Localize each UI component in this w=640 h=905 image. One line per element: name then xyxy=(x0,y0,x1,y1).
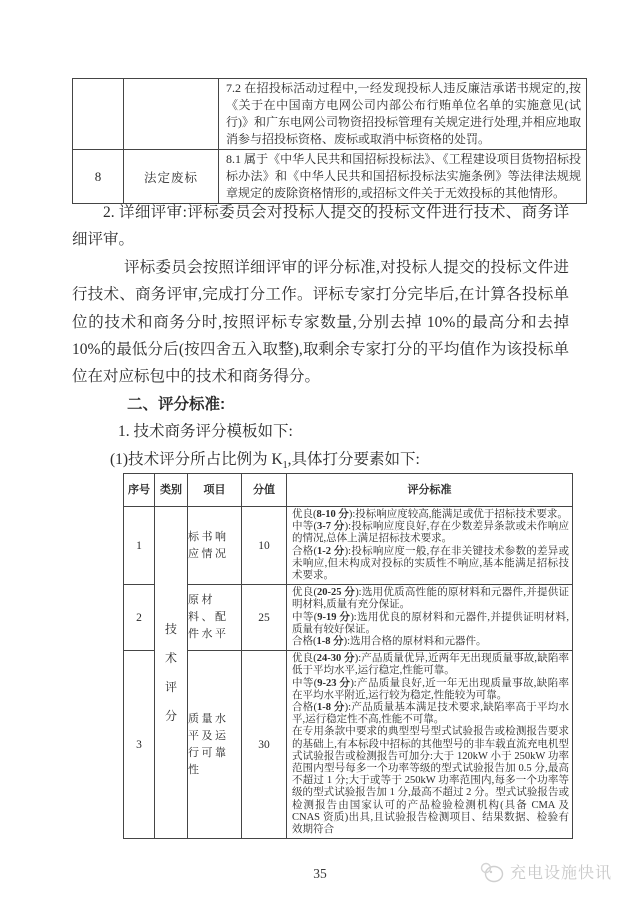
rule-no-cell: 8 xyxy=(73,150,124,204)
criteria-cell xyxy=(287,507,573,585)
header-category: 类别 xyxy=(155,474,188,507)
table-header-row xyxy=(124,474,573,507)
rule-text-cell: 7.2 在招投标活动过程中,一经发现投标人违反廉洁承诺书规定的,按《关于在中国南方电网公司内部公布行贿单位名单的实施意见(试行)》和广东电网公司物资招投标管理有关规定进行处理,并相应地取消参与招投标资格、废标或取消中标资格的处罚。 xyxy=(219,79,587,150)
score-cell: 25 xyxy=(242,585,287,651)
table-row xyxy=(124,507,573,585)
criteria-cell xyxy=(287,651,573,839)
continued-rules-table xyxy=(72,78,587,204)
paragraph-scoring-process: 评标委员会按照详细评审的评分标准,对投标人提交的投标文件进行技术、商务评审,完成打分工作。评标专家打分完毕后,在计算各投标单位的技术和商务分时,按照评标专家数量,分别去掉 10%的最高分和去掉 10%的最低分后(按四舍五入取整),取剩余专家打分的平均值作为该投标单位在对应标包中的技术和商务得分。 xyxy=(72,258,569,386)
body-text xyxy=(72,199,569,479)
rule-category-cell xyxy=(124,79,219,150)
criteria-lines: 优良(24-30 分):产品质量优异,近两年无出现质量事故,缺陷率低于平均水平,运行稳定,性能可靠。 中等(9-23 分):产品质量良好,近一年无出现质量事故,缺陷率在平均水平附近,运行较为稳定,性能较为可靠。 合格(1-8 分):产品质量基本满足技术要求,缺陷率高于平均水平,运行稳定性不高,性能不可靠。 在专用条款中要求的典型型号型式试验报告或检测报告要求的基础上,有本标段中招标的其他型号的非车载直流充电机型式试验报告或检测报告可加分:大于 120kW 小于 250kW 功率范围内型号每多一个功率等级的型式试验报告加 0.5 分,最高不超过 1 分;大于或等于 250kW 功率范围内,每多一个功率等级的型式试验报告加 1 分,最高不超过 2 分。型式试验报告或检测报告由国家认可的产品检验检测机构(具备 CMA 及 CNAS 资质)出具,且试验报告检测项目、结果数据、检验有效期符合 xyxy=(292,653,570,836)
watermark-label: 充电设施快讯 xyxy=(509,865,612,882)
category-vertical-label: 技术评分 xyxy=(164,621,177,723)
table-row xyxy=(73,150,587,204)
score-cell: 30 xyxy=(242,651,287,839)
score-cell: 10 xyxy=(242,507,287,585)
row-no-cell: 1 xyxy=(124,507,155,585)
tech-ratio-prefix: (1)技术评分所占比例为 K xyxy=(110,450,283,468)
paragraph-template-intro: 1. 技术商务评分模板如下: xyxy=(118,423,293,441)
item-cell: 标书响应情况 xyxy=(188,507,242,585)
section-heading-scoring-standard: 二、评分标准: xyxy=(127,395,226,413)
page-number: 35 xyxy=(313,866,327,881)
rule-category-cell: 法定废标 xyxy=(124,150,219,204)
tech-ratio-suffix: ,具体打分要素如下: xyxy=(287,450,420,468)
item-cell: 质量水平及运行可靠性 xyxy=(188,651,242,839)
criteria-lines: 优良(8-10 分):投标响应度较高,能满足或优于招标技术要求。 中等(3-7 分):投标响应度良好,存在少数差异条款或未作响应的情况,总体上满足招标技术要求。 合格(1-2 分):投标响应度一般,存在非关键技术参数的差异或未响应,但未构成对投标的实质性不响应,基本能满足招标技术要求。 xyxy=(292,509,570,582)
item-cell: 原材料、配件水平 xyxy=(188,585,242,651)
header-criteria: 评分标准 xyxy=(287,474,573,507)
rule-no-cell xyxy=(73,79,124,150)
watermark xyxy=(479,860,612,883)
header-no: 序号 xyxy=(124,474,155,507)
row-no-cell: 3 xyxy=(124,651,155,839)
table-row xyxy=(124,651,573,839)
criteria-lines: 优良(20-25 分):选用优质高性能的原材料和元器件,并提供证明材料,质量有充分保证。 中等(9-19 分):选用优良的原材料和元器件,并提供证明材料,质量有较好保证。 合格(1-8 分):选用合格的原材料和元器件。 xyxy=(292,587,569,648)
table-row xyxy=(124,585,573,651)
table-row xyxy=(73,79,587,150)
row-no-cell: 2 xyxy=(124,585,155,651)
rule-text-cell: 8.1 属于《中华人民共和国招标投标法》、《工程建设项目货物招标投标办法》和《中华人民共和国招标投标法实施条例》等法律法规规章规定的废除资格情形的,或招标文件关于无效投标的其他情形。 xyxy=(219,150,587,204)
header-item: 项目 xyxy=(188,474,242,507)
scoring-criteria-table xyxy=(123,473,573,839)
paragraph-detail-review: 2. 详细评审:评标委员会对投标人提交的投标文件进行技术、商务详细评审。 xyxy=(72,204,569,249)
watermark-logo-icon xyxy=(479,861,505,883)
criteria-cell xyxy=(287,585,573,651)
k-subscript: 1 xyxy=(282,459,288,471)
category-merged-cell xyxy=(155,507,188,839)
header-score: 分值 xyxy=(242,474,287,507)
